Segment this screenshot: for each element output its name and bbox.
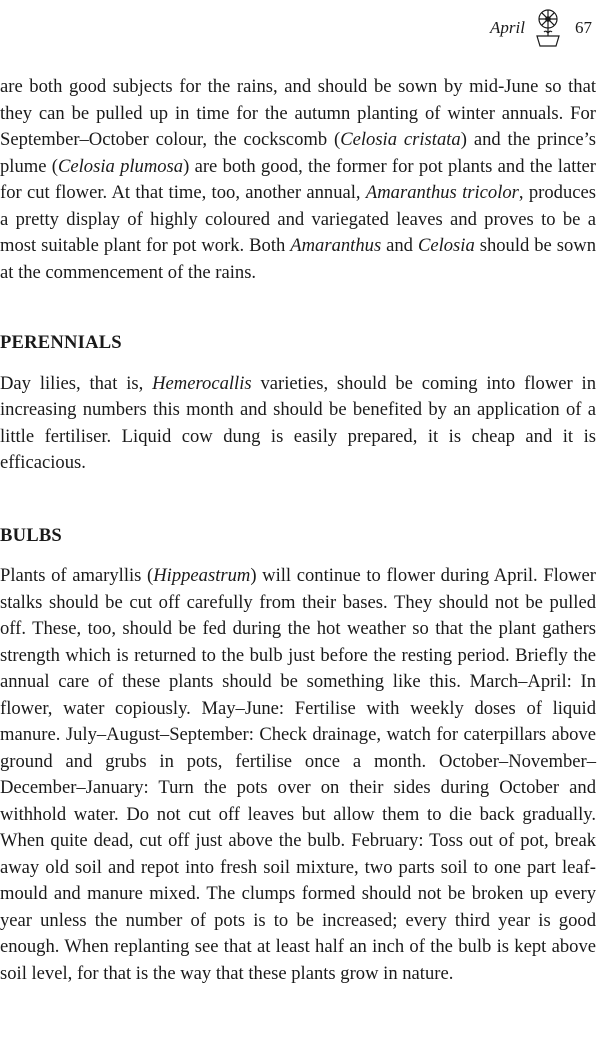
text-run: Day lilies, that is, (0, 372, 153, 394)
text-run: , produces a pretty display of highly coloured and variegated leaves and proves to be a most suitable plant for pot work. Both (0, 182, 597, 256)
intro-paragraph (0, 74, 596, 286)
text-run: are both good subjects for the rains, and should be sown by mid-June so that they can be pulled up in time for the autumn planting of winter annuals. For September–October colour, the cockscomb ( (0, 76, 596, 150)
text-run: ) and the prince’s plume ( (0, 129, 597, 177)
running-header (490, 8, 592, 48)
italic-term: Celosia (417, 235, 475, 256)
italic-term: Hippeastrum (153, 565, 251, 586)
page-body (0, 74, 596, 987)
italic-term: Amaranthus tricolor (365, 182, 519, 203)
text-run: should be sown at the commencement of the rains. (0, 235, 596, 283)
text-run: varieties, should be coming into flower in increasing numbers this month and should be benefited by an application of a little fertiliser. Liquid cow dung is easily prepared, it is cheap and it is efficacious. (0, 372, 596, 473)
italic-term: Celosia plumosa (57, 155, 184, 177)
text-run: Plants of amaryllis ( (0, 565, 154, 586)
header-month: April (490, 18, 525, 37)
italic-term: Amaranthus (290, 235, 382, 256)
perennials-paragraph (0, 371, 596, 477)
text-run: ) will continue to flower during April. Flower stalks should be cut off carefully from their bases. They should not be pulled off. These, too, should be fed during the hot weather so that the plant gathers strength which is returned to the bulb just before the resting period. Briefly the annual care of these plants should be something like this. March–April: In flower, water copiously. May–June: Fertilise with weekly doses of liquid manure. July–August–September: Check drainage, watch for caterpillars above ground and grubs in pots, fertilise once a month. October–November–December–January: Turn the pots over on their sides during October and withhold water. Do not cut off leaves but allow them to die back gradually. When quite dead, cut off just above the bulb. February: Toss out of pot, break away old soil and repot into fresh soil mixture, two parts soil to one part leaf-mould and manure mixed. The clumps formed should not be broken up every year unless the number of pots is to be increased; every third year is good enough. When replanting see that at least half an inch of the bulb is kept above soil level, for that is the way that these plants grow in nature. (0, 565, 596, 984)
italic-term: Celosia cristata (340, 129, 461, 150)
page-number: 67 (575, 18, 592, 37)
text-run: and (381, 235, 418, 256)
italic-term: Hemerocallis (152, 372, 252, 394)
text-run: ) are both good, the former for pot plants and the latter for cut flower. At that time, too, another annual, (0, 155, 596, 203)
flower-pot-logo-icon (531, 8, 565, 48)
bulbs-paragraph (0, 563, 596, 987)
perennials-heading: PERENNIALS (0, 332, 122, 353)
bulbs-heading: BULBS (0, 524, 62, 546)
